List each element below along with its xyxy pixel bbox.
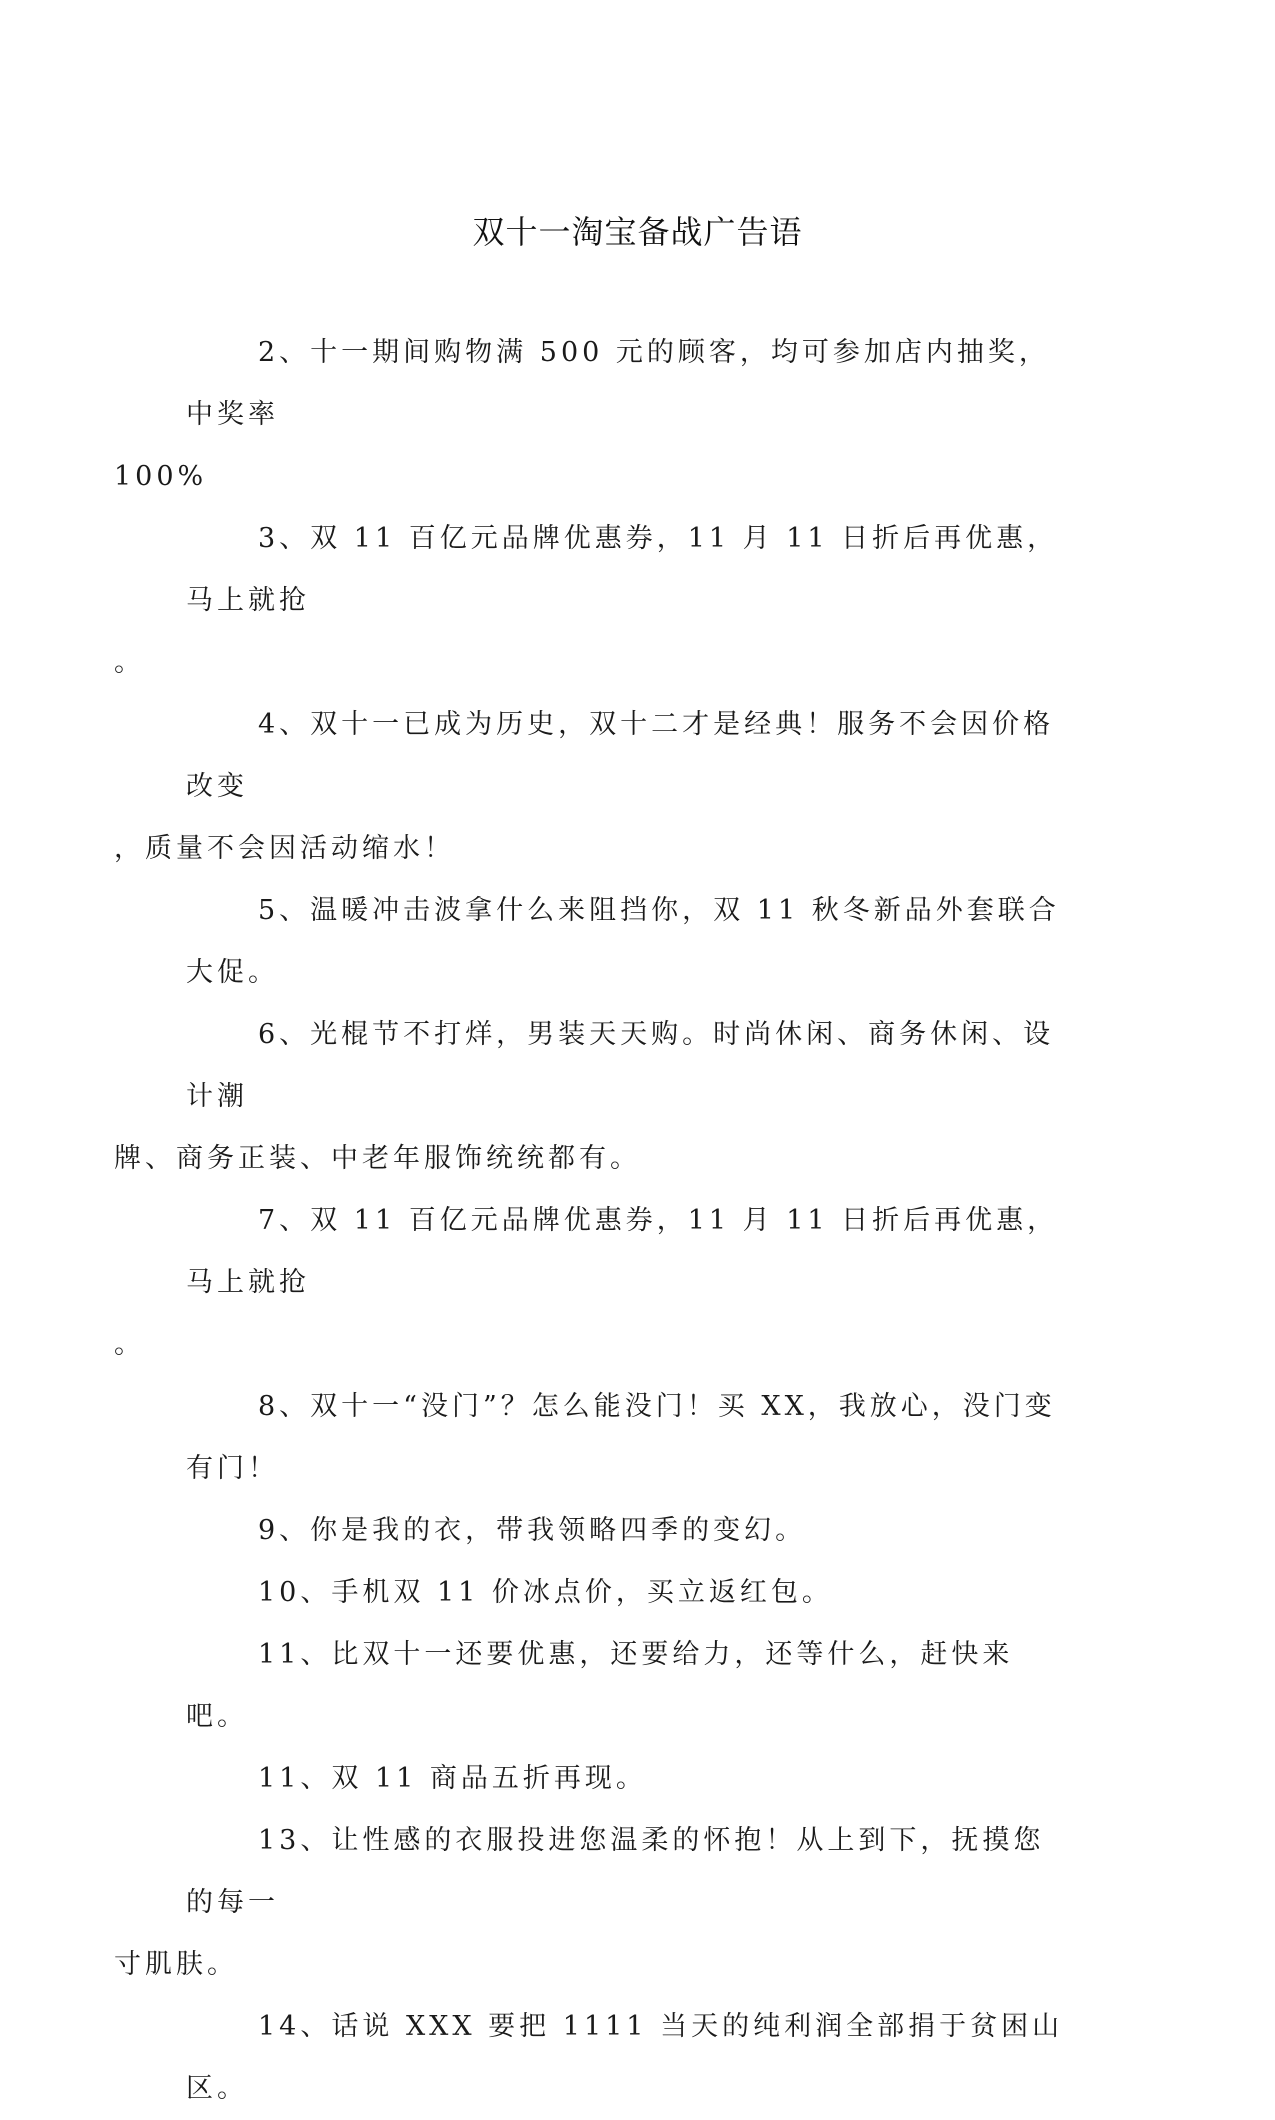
- paragraph-14: [186, 1996, 1066, 2120]
- paragraph-8: [186, 1376, 1066, 1500]
- paragraph-line: 11、比双十一还要优惠，还要给力，还等什么，赶快来吧。: [186, 1639, 1014, 1732]
- paragraph-line: 3、双 11 百亿元品牌优惠券，11 月 11 日折后再优惠，马上就抢: [186, 523, 1059, 616]
- paragraph-13: [114, 1810, 1066, 1996]
- paragraph-line: 11、双 11 商品五折再现。: [258, 1763, 647, 1794]
- paragraph-line: 5、温暖冲击波拿什么来阻挡你，双 11 秋冬新品外套联合大促。: [186, 895, 1060, 988]
- paragraph-line: 7、双 11 百亿元品牌优惠券，11 月 11 日折后再优惠，马上就抢: [186, 1205, 1059, 1298]
- paragraph-line: 13、让性感的衣服投进您温柔的怀抱！从上到下，抚摸您的每一: [186, 1825, 1045, 1918]
- paragraph-6: [114, 1004, 1066, 1190]
- paragraph-continuation: 牌、商务正装、中老年服饰统统都有。: [114, 1143, 641, 1174]
- paragraph-line: 6、光棍节不打烊，男装天天购。时尚休闲、商务休闲、设计潮: [186, 1019, 1055, 1112]
- paragraph-10: [186, 1562, 1066, 1624]
- paragraph-3: [114, 508, 1066, 694]
- document-body: [114, 322, 1066, 2120]
- paragraph-line: 9、你是我的衣，带我领略四季的变幻。: [258, 1515, 807, 1546]
- paragraph-line: 8、双十一“没门”？怎么能没门！买 XX，我放心，没门变有门！: [186, 1391, 1056, 1484]
- paragraph-4: [114, 694, 1066, 880]
- paragraph-continuation: 。: [114, 1329, 145, 1360]
- paragraph-continuation: ，质量不会因活动缩水！: [114, 833, 455, 864]
- paragraph-continuation: 100%: [114, 461, 208, 492]
- paragraph-9: [186, 1500, 1066, 1562]
- paragraph-5: [186, 880, 1066, 1004]
- paragraph-11b: [186, 1748, 1066, 1810]
- paragraph-7: [114, 1190, 1066, 1376]
- paragraph-line: 10、手机双 11 价冰点价，买立返红包。: [258, 1577, 833, 1608]
- paragraph-line: 14、话说 XXX 要把 1111 当天的纯利润全部捐于贫困山区。: [186, 2011, 1064, 2104]
- document-title: 双十一淘宝备战广告语: [472, 213, 803, 251]
- paragraph-line: 2、十一期间购物满 500 元的顾客，均可参加店内抽奖，中奖率: [186, 337, 1050, 430]
- paragraph-11a: [186, 1624, 1066, 1748]
- paragraph-continuation: 。: [114, 647, 145, 678]
- paragraph-continuation: 寸肌肤。: [114, 1949, 238, 1980]
- paragraph-line: 4、双十一已成为历史，双十二才是经典！服务不会因价格改变: [186, 709, 1055, 802]
- paragraph-2: [114, 322, 1066, 508]
